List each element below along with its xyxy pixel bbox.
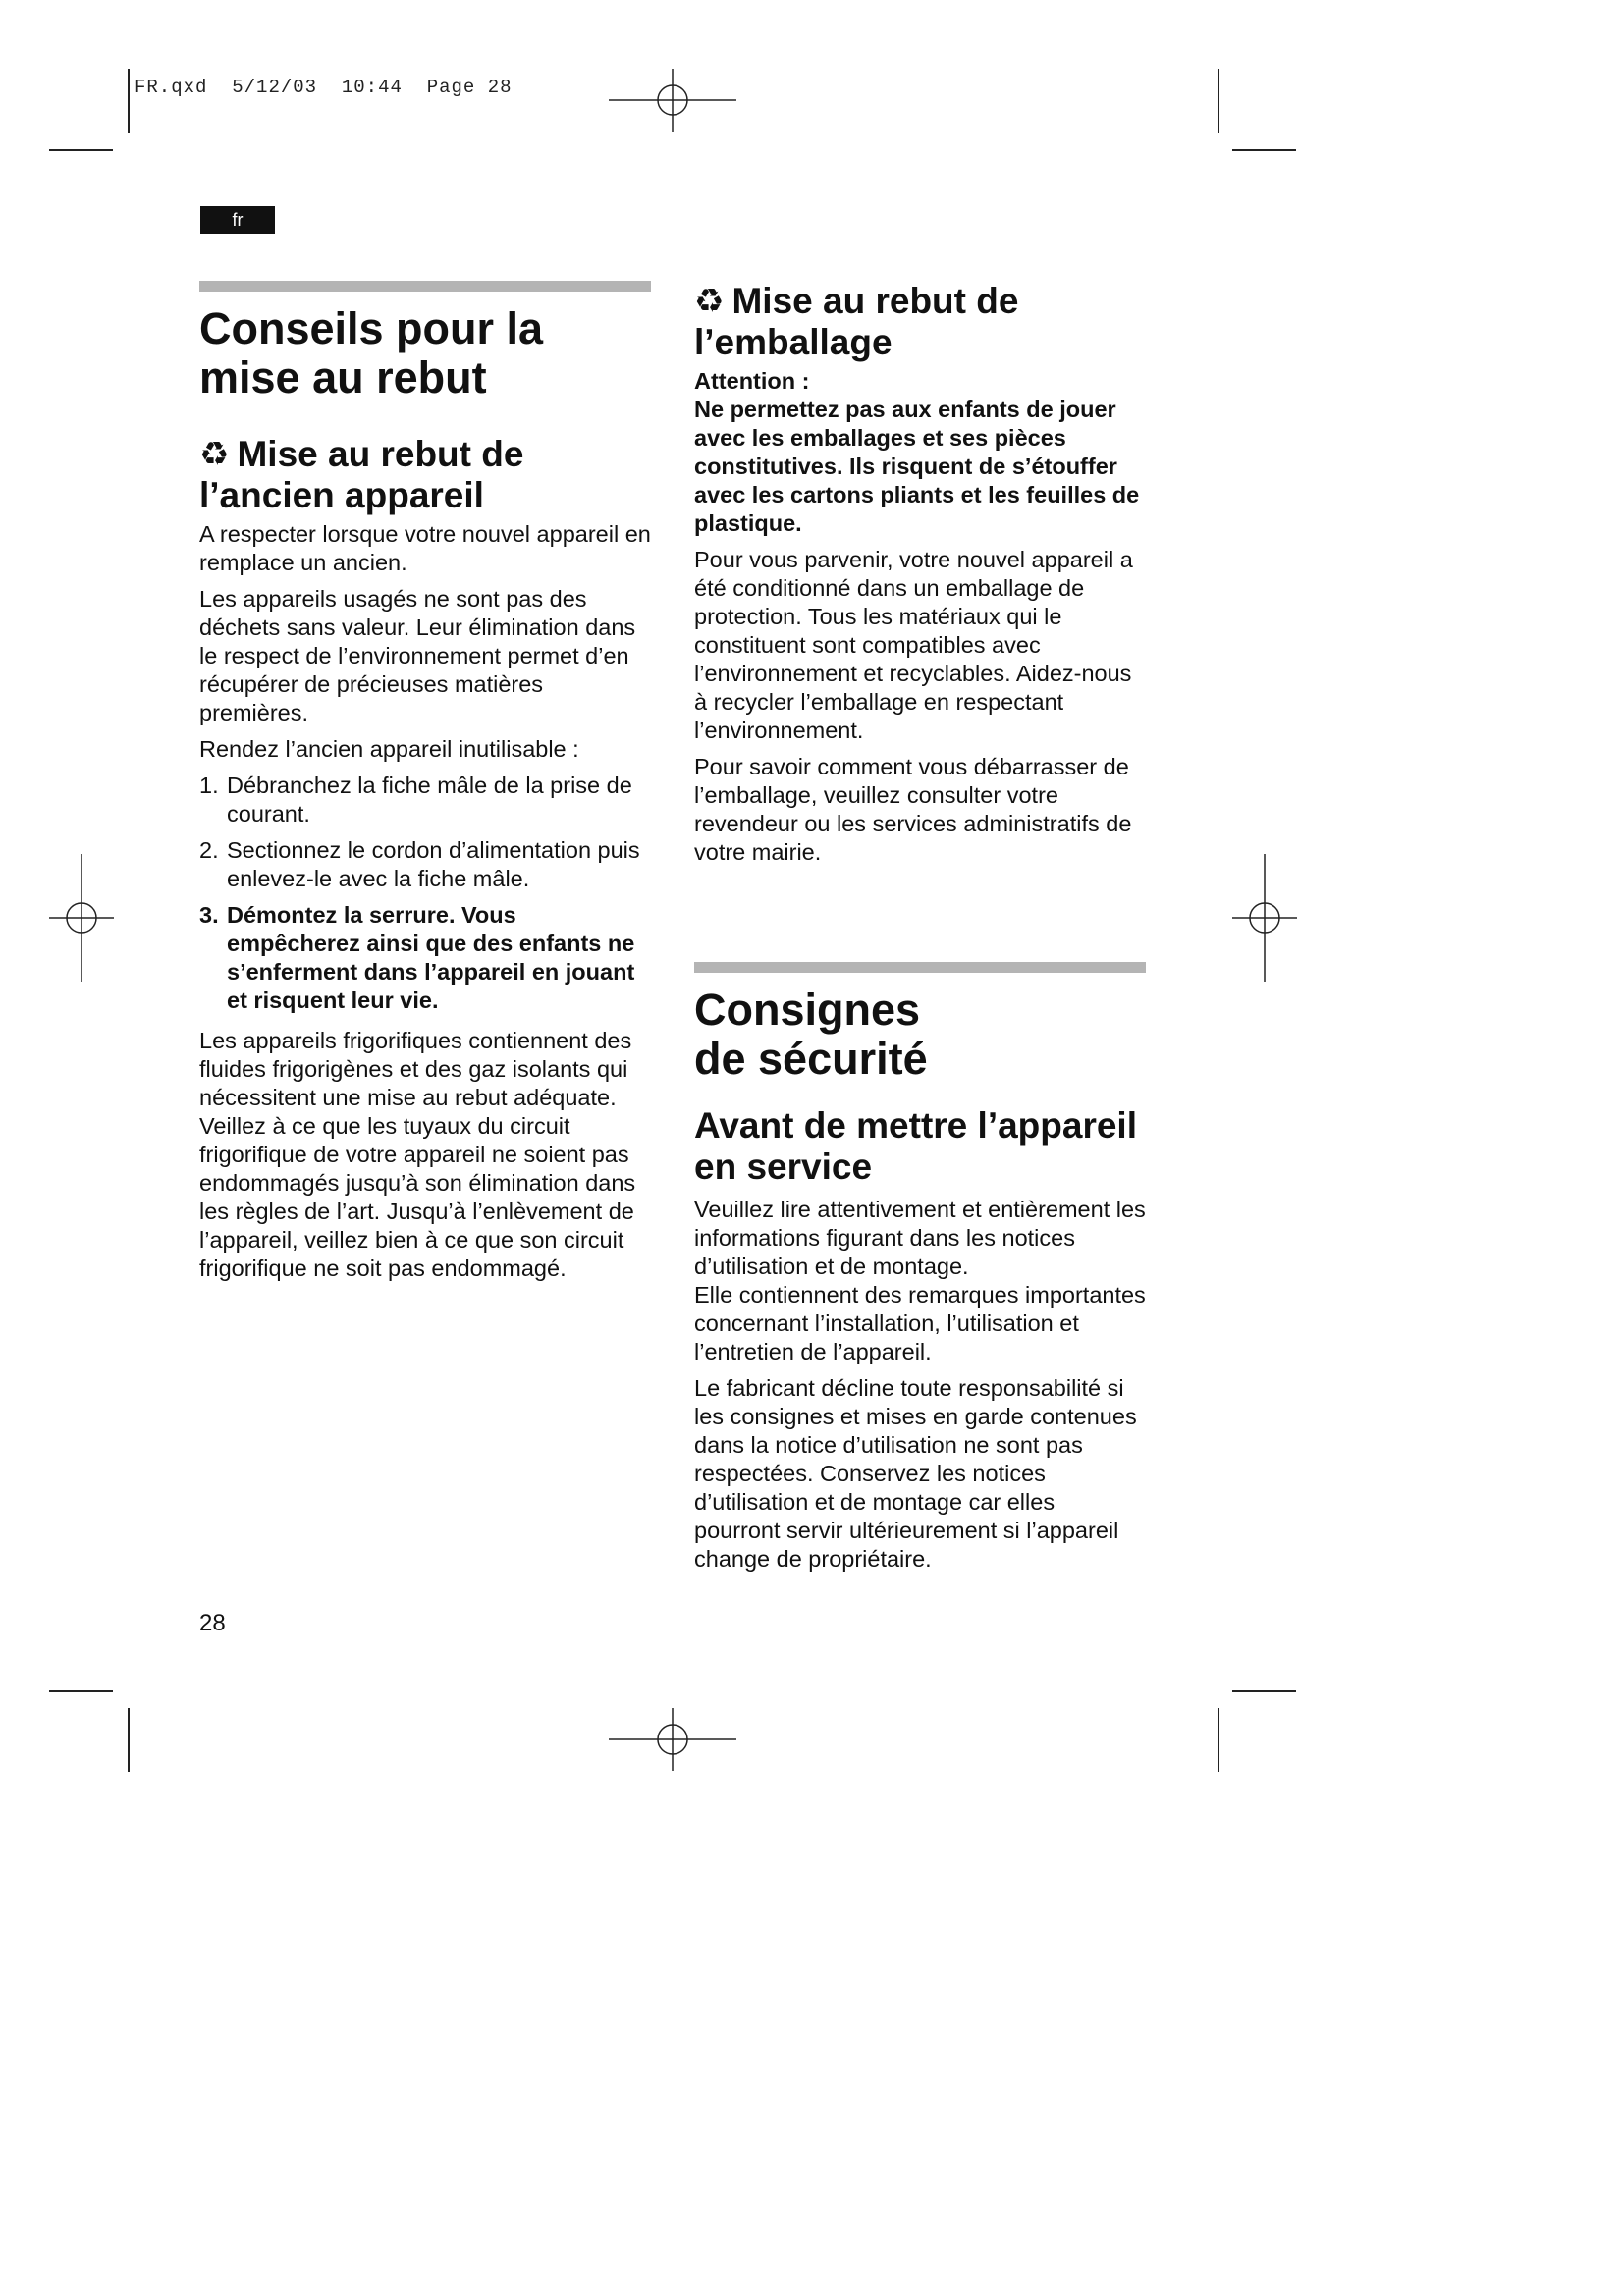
paragraph: Les appareils frigorifiques contiennent des fluides frigorigènes et des gaz isolants qui nécessitent une mise au rebut adéquate. Veillez à ce que les tuyaux du circuit frigorifique de votre appareil ne soient pas endommagés jusqu’à son élimination dans les règles de l’art. Jusqu’à l’enlèvement de l’appareil, veillez bien à ce que son circuit frigorifique ne soit pas endommagé. [199,1028,636,1281]
step-text: Débranchez la fiche mâle de la prise de courant. [227,773,632,827]
slug-time: 10:44 [341,77,403,98]
list-item [199,901,651,1015]
registration-mark-right-icon [1232,854,1297,982]
section-rule [694,962,1146,973]
crop-mark-bottom-right-vertical [1218,1708,1219,1772]
recycle-icon: ♻ [694,283,725,320]
language-tab: fr [200,206,275,234]
page-number: 28 [199,1610,226,1636]
step-text: Démontez la serrure. Vous empêcherez ainsi que des enfants ne s’enferment dans l’appareil en jouant et risquent leur vie. [227,902,635,1013]
crop-mark-bottom-right-horizontal [1232,1690,1296,1692]
section-title-packaging [694,281,1146,363]
step-text: Sectionnez le cordon d’alimentation puis enlevez-le avec la fiche mâle. [227,837,640,891]
list-item [199,836,651,893]
recycle-icon: ♻ [199,436,230,473]
intro-text: A respecter lorsque votre nouvel appareil en remplace un ancien. [199,521,651,575]
page-title: Conseils pour la mise au rebut [199,303,544,402]
right-column [694,281,1146,867]
step-number: 1. [199,773,219,798]
section-title-text: Mise au rebut de l’emballage [694,281,1019,362]
crop-mark-top-left-vertical [128,69,130,133]
crop-mark-top-left-horizontal [49,149,113,151]
list-item [199,772,651,828]
warning-text: Ne permettez pas aux enfants de jouer avec les emballages et ses pièces constitutives. Ils risquent de s’étouffer avec les cartons pliants et les feuilles de plastique. [694,397,1140,536]
section-title-old-appliance [199,434,651,516]
safety-section [694,962,1146,1574]
crop-mark-top-right-horizontal [1232,149,1296,151]
paragraph: Les appareils usagés ne sont pas des déchets sans valeur. Leur élimination dans le respect de l’environnement permet d’en récupérer de précieuses matières premières. [199,586,636,725]
print-slug [135,77,513,98]
slug-page: Page 28 [426,77,513,98]
step-number: 2. [199,837,219,863]
crop-mark-top-right-vertical [1218,69,1219,133]
disposal-steps [199,772,651,1015]
slug-date: 5/12/03 [232,77,318,98]
attention-label: Attention : [694,368,810,394]
safety-title-line1: Consignes [694,985,921,1035]
step-number: 3. [199,902,219,928]
crop-mark-bottom-left-vertical [128,1708,130,1772]
registration-mark-left-icon [49,854,114,982]
paragraph: Veuillez lire attentivement et entièrement les informations figurant dans les notices d’utilisation et de montage. [694,1197,1146,1279]
paragraph: Le fabricant décline toute responsabilité si les consignes et mises en garde contenues dans la notice d’utilisation ne sont pas respectées. Conservez les notices d’utilisation et de montage car elles pourront servir ultérieurement si l’appareil change de propriétaire. [694,1375,1137,1572]
registration-mark-bottom-icon [609,1708,736,1771]
registration-mark-top-icon [609,69,736,132]
section-title-text: Mise au rebut de l’ancien appareil [199,434,524,515]
safety-title-line2: de sécurité [694,1034,928,1084]
crop-mark-bottom-left-horizontal [49,1690,113,1692]
paragraph: Rendez l’ancien appareil inutilisable : [199,736,579,762]
slug-file: FR.qxd [135,77,208,98]
safety-title [694,986,1146,1084]
paragraph: Pour savoir comment vous débarrasser de l’emballage, veuillez consulter votre revendeur ou les services administratifs de votre mairie. [694,754,1132,865]
paragraph: Elle contiennent des remarques importantes concernant l’installation, l’utilisation et l’entretien de l’appareil. [694,1282,1146,1364]
section-rule [199,281,651,292]
paragraph: Pour vous parvenir, votre nouvel appareil a été conditionné dans un emballage de protection. Tous les matériaux qui le constituent sont compatibles avec l’environnement et recyclables. Aidez-nous à recycler l’emballage en respectant l’environnement. [694,547,1133,743]
left-column [199,281,651,1283]
safety-subtitle: Avant de mettre l’appareil en service [694,1105,1137,1187]
